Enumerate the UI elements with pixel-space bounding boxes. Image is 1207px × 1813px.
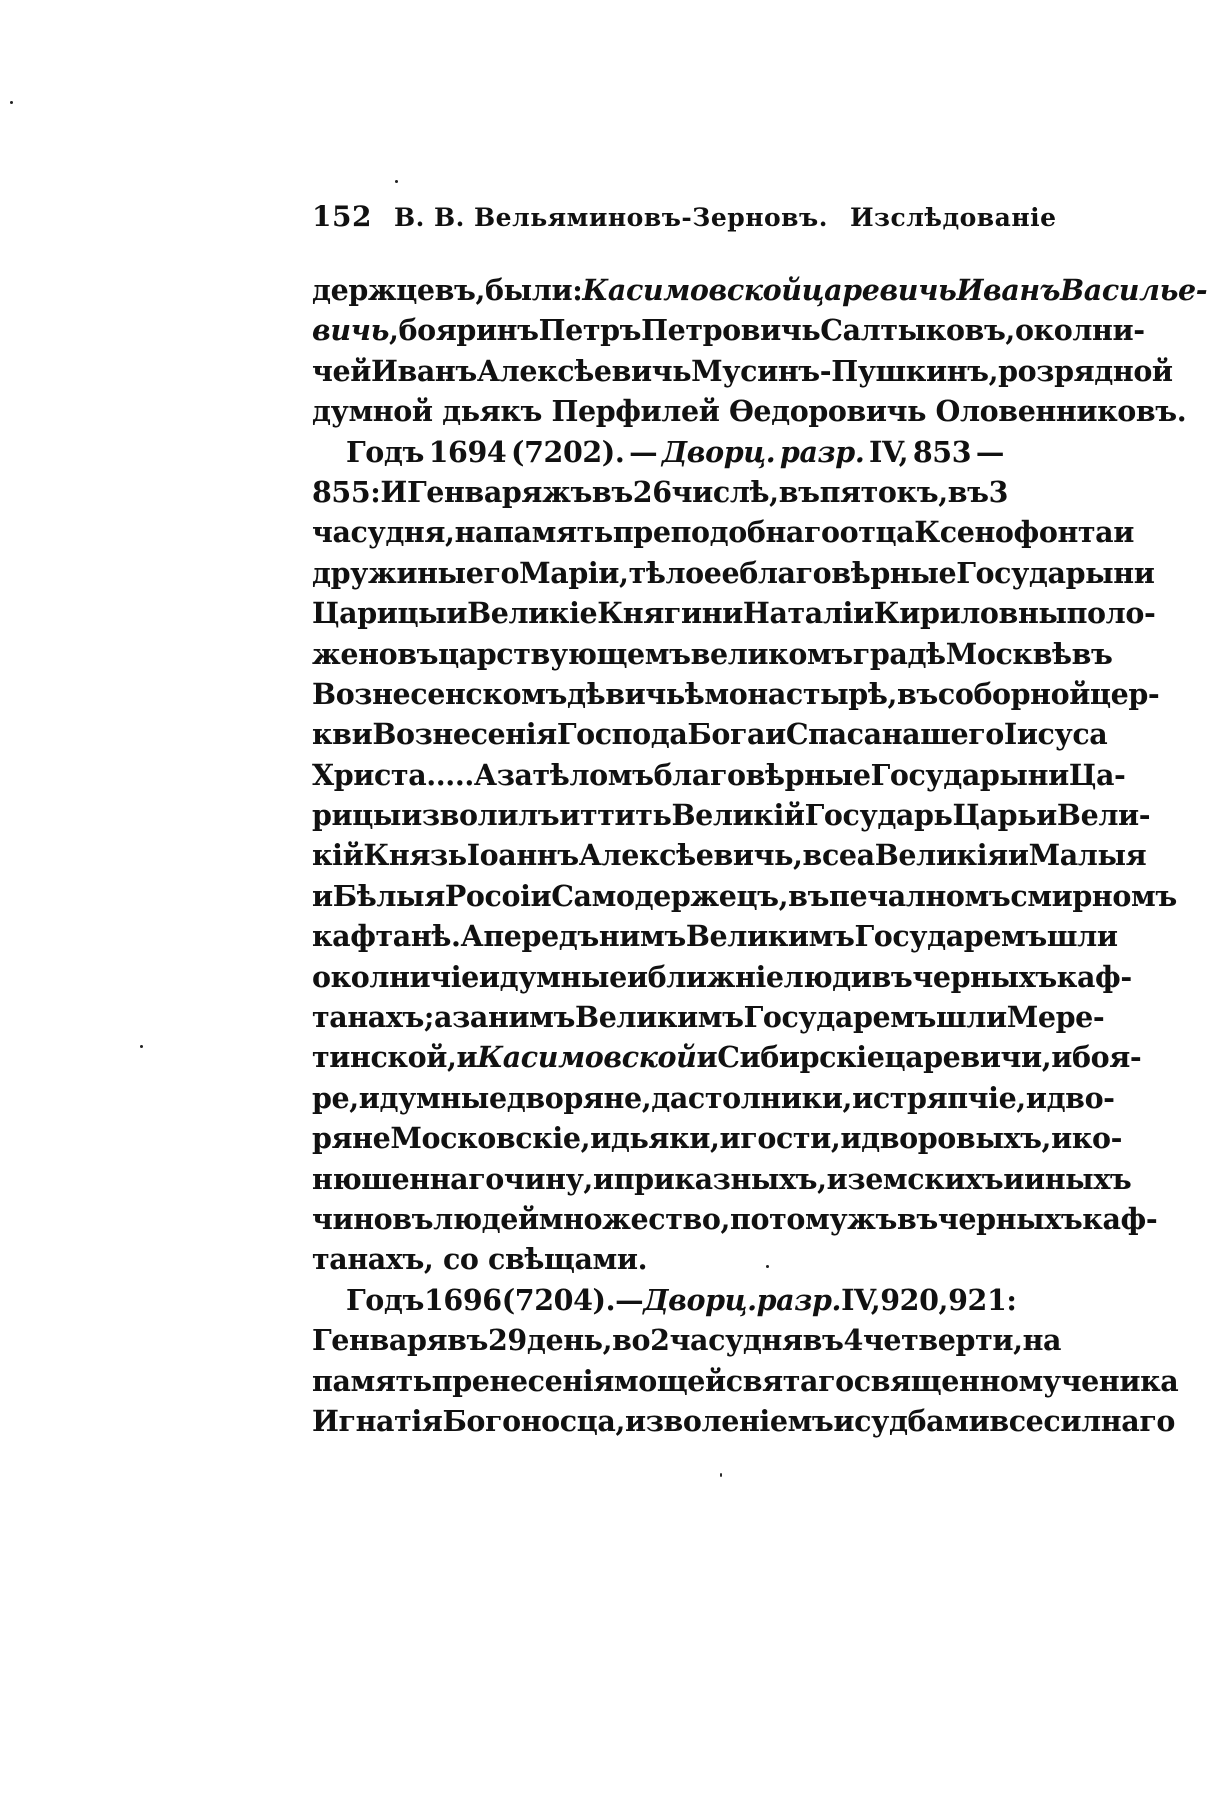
word: 1694 [428,434,507,469]
word: разр. [779,434,865,469]
word: околни- [1014,313,1145,348]
word: Годъ [346,1282,424,1317]
word: въ [802,1323,844,1358]
word: всесилнаго [989,1403,1175,1438]
word: царевичи, [884,1040,1052,1075]
scan-speck [140,1045,143,1048]
word: и [446,596,468,631]
word: въ [1071,636,1113,671]
word: въ [871,959,913,994]
word: Княгини [597,596,743,631]
word: людей [433,1201,539,1236]
word: столники, [687,1080,853,1115]
text-line [312,310,1145,350]
word: Годъ [346,434,424,469]
word: и [358,1080,380,1115]
word: Марiи, [519,555,629,590]
text-line [312,835,1147,875]
word: IV, [869,434,909,469]
word: Мусинъ-Пушкинъ, [691,353,999,388]
word: и [626,959,648,994]
word: въ [897,676,938,711]
word: священномученика [853,1363,1179,1398]
word: Иванъ [370,353,477,388]
running-header [312,200,1057,246]
word: 920, [880,1282,949,1317]
text-line [312,351,1173,391]
word: Наталiи [742,596,874,631]
word: Государь [804,798,953,833]
word: и [833,1403,855,1438]
word: иттить [559,798,672,833]
word: шли [1046,919,1118,954]
word: и [826,1161,848,1196]
word: въ [897,1201,938,1236]
word: Iисуса [1003,717,1108,752]
text-segment: думной дьякъ Перфилей Ѳедоровичь Оловенниковъ. [312,394,1187,429]
word: въ [591,474,633,509]
word: — [629,434,658,469]
word: танахъ; [312,1000,435,1035]
text-line [312,270,1207,310]
word: Великимъ [575,1000,744,1035]
word: дня [742,1323,803,1358]
word: на [454,515,494,550]
word: Василье- [1060,273,1207,307]
word: Самодержецъ, [551,878,789,913]
word: четверти, [862,1323,1023,1358]
word: Алексѣевичь, [578,838,803,873]
text-line [312,553,1155,593]
word: и [1025,1080,1047,1115]
word: ко- [1071,1121,1123,1156]
word: во [612,1323,651,1358]
word: чину, [503,1161,593,1196]
word: 26 [632,474,672,509]
text-segment: танахъ, со свѣщами. [312,1242,648,1277]
word: и [1007,838,1029,873]
word: 29 [488,1323,527,1358]
word: 855: [312,474,381,509]
text-line [312,1361,1179,1401]
word: и [696,1040,718,1075]
word: за [452,1000,488,1035]
word: Генваря [312,1323,448,1358]
text-line [312,674,1160,714]
word: думные [499,959,627,994]
word: чиновъ [312,1201,434,1236]
text-line [312,472,1009,512]
text-line [312,916,1118,956]
word: и [719,1121,741,1156]
word: Малыя [1028,838,1147,873]
word: ближнiе [647,959,784,994]
word: благовѣрные [653,757,871,792]
word: дьяки, [610,1121,720,1156]
word: и [1036,798,1057,833]
word: рицы [312,798,402,833]
word: чей [312,353,371,388]
word: черныхъ [937,1201,1083,1236]
word: числѣ, [671,474,779,509]
word: Ксенофонта [914,515,1114,550]
word: Iоаннъ [466,838,579,873]
word: отца [839,515,915,550]
word: 4 [843,1323,863,1358]
word: и [1051,1121,1072,1156]
text-line [312,1199,1158,1239]
word: Царь [952,798,1037,833]
word: Салтыковъ, [820,313,1015,348]
word: потому [730,1201,848,1236]
word: Христа..... [312,757,474,792]
word: и [1051,1040,1073,1075]
word: изволилъ [401,798,560,833]
word: черныхъ [912,959,1057,994]
word: Москвѣ [945,636,1072,671]
word: шли [936,1000,1007,1035]
word: святаго [725,1363,854,1398]
word: дво- [1046,1080,1115,1115]
word: печалномъ [829,878,1011,913]
word: въ [788,878,830,913]
word: Дворц. [661,434,776,469]
word: Великiя [874,838,1008,873]
word: иныхъ [1023,1161,1132,1196]
word: тинской, [312,1040,457,1075]
word: кiй [312,838,364,873]
word: нашего [881,717,1004,752]
word: думные [379,1080,507,1115]
scan-speck [395,180,398,183]
word: розрядной [998,353,1173,388]
word: ее [703,555,740,590]
word: Касимовской [582,273,802,307]
word: благовѣрные [739,555,957,590]
word: Петръ [538,313,642,348]
word: дворяне, [506,1080,652,1115]
word: Дворц. [643,1282,757,1317]
text-line [312,714,1108,754]
word: Вознесенiя [372,717,557,752]
word: и [1003,1161,1024,1196]
text-line [312,1320,1062,1360]
word: IV, [841,1282,881,1317]
text-line [312,512,1134,552]
word: околничiе [312,959,479,994]
word: и [478,959,500,994]
word: А [473,757,497,792]
word: приказныхъ, [613,1161,827,1196]
word: каф- [1082,1201,1158,1236]
text-line [312,957,1132,997]
word: память [312,1363,432,1398]
word: Ца- [1068,757,1126,792]
text-line [312,1118,1123,1158]
word: часу [669,1323,743,1358]
word: 921: [948,1282,1017,1317]
word: Алексѣевичь [476,353,692,388]
word: боя- [1072,1040,1142,1075]
scan-speck [10,101,13,104]
word: судбами [854,1403,990,1438]
word: Игнатiя [312,1403,443,1438]
text-line [312,634,1113,674]
text-line [312,876,1177,916]
word: въ [397,636,439,671]
word: и [312,878,333,913]
word: соборной [937,676,1090,711]
word: его [465,555,520,590]
word: А [460,919,484,954]
word: Вели- [1056,798,1151,833]
word: Государемъ [854,919,1047,954]
word: и [840,1121,862,1156]
word: каф- [1056,959,1132,994]
word: и [1113,515,1134,550]
word: память [493,515,613,550]
word: нимъ [487,1000,575,1035]
word: бояринъ [398,313,539,348]
word: дѣвичьѣ [567,676,705,711]
word: Бѣлыя [332,878,445,913]
text-line [312,593,1156,633]
word: монастырѣ, [704,676,897,711]
word: кафтанѣ. [312,919,461,954]
word: Спаса [785,717,882,752]
word: Бога [687,717,766,752]
word: дворовыхъ, [861,1121,1052,1156]
header-title: Изслѣдованiе [849,203,1057,232]
word: всеа [802,838,875,873]
word: Мере- [1006,1000,1105,1035]
word: Господа [556,717,688,752]
word: кви [312,717,373,752]
word: въ [947,474,989,509]
text-line [312,1078,1115,1118]
word: (7204).— [501,1282,644,1317]
word: , [389,313,399,348]
scan-speck [720,1473,722,1477]
word: и [456,1040,478,1075]
text-line [312,1159,1132,1199]
word: Великимъ [685,919,855,954]
word: держцевъ, [312,273,486,307]
word: и [765,717,786,752]
word: Кириловны [873,596,1067,631]
word: Московскiе, [390,1121,591,1156]
word: нюшеннаго [312,1161,504,1196]
word: ряне [312,1121,391,1156]
word: смирномъ [1010,878,1177,913]
word: разр. [756,1282,842,1317]
word: Вознесенскомъ [312,676,567,711]
text-line [312,1239,1004,1279]
word: Касимовской [477,1040,697,1075]
page-number: 152 [312,200,372,233]
text-line [312,755,1126,795]
word: 853 [912,434,972,469]
text-line [312,432,1004,472]
word: люди [783,959,872,994]
word: И [380,474,407,509]
word: (7202). [511,434,625,469]
word: 1696 [423,1282,502,1317]
word: 3 [988,474,1009,509]
word: Петровичь [641,313,821,348]
word: дружины [312,555,466,590]
word: поло- [1066,596,1156,631]
word: стряпчiе, [872,1080,1026,1115]
word: Великiе [467,596,598,631]
word: за [496,757,533,792]
text-line [312,1401,1175,1441]
word: — [975,434,1004,469]
word: и [852,1080,873,1115]
word: Росоiи [444,878,552,913]
text-line [312,391,1187,431]
word: Царицы [312,596,447,631]
scan-speck [766,1265,769,1268]
header-author: В. В. Вельяминовъ-Зерновъ. [393,203,828,232]
word: изволенiемъ [624,1403,834,1438]
word: цер- [1090,676,1160,711]
word: нимъ [598,919,686,954]
word: царствующемъ [438,636,691,671]
body-text [312,270,1207,1441]
word: Великiй [671,798,805,833]
text-line [312,795,1151,835]
text-line [312,1037,1142,1077]
word: ре, [312,1080,359,1115]
word: тѣломъ [532,757,654,792]
word: были: [485,273,583,307]
word: Князь [363,838,467,873]
word: Иванъ [956,273,1061,307]
word: а [434,1000,453,1035]
word: и [590,1121,611,1156]
word: пятокъ, [819,474,948,509]
word: мощей [613,1363,726,1398]
word: дня, [385,515,455,550]
word: на [1022,1323,1062,1358]
word: тѣло [628,555,704,590]
word: жъ [542,474,592,509]
word: день, [526,1323,613,1358]
word: гости, [740,1121,841,1156]
word: градѣ [852,636,946,671]
word: въ [778,474,820,509]
word: Государемъ [743,1000,937,1035]
word: и [592,1161,614,1196]
word: жено [312,636,398,671]
text-line [312,997,1105,1037]
text-line [312,1280,1017,1320]
word: да [651,1080,688,1115]
word: 2 [650,1323,670,1358]
word: царевичь [801,273,957,307]
word: жъ [847,1201,898,1236]
word: множество, [538,1201,731,1236]
word: передъ [483,919,599,954]
word: великомъ [690,636,853,671]
word: Государыни [956,555,1155,590]
word: преподобнаго [612,515,840,550]
word: часу [312,515,386,550]
word: Богоносца, [442,1403,625,1438]
word: Государыни [870,757,1069,792]
word: въ [447,1323,488,1358]
word: пренесенiя [431,1363,614,1398]
word: Генваря [406,474,543,509]
word: вичь [312,313,390,348]
word: земскихъ [847,1161,1004,1196]
word: Сибирскiе [717,1040,885,1075]
